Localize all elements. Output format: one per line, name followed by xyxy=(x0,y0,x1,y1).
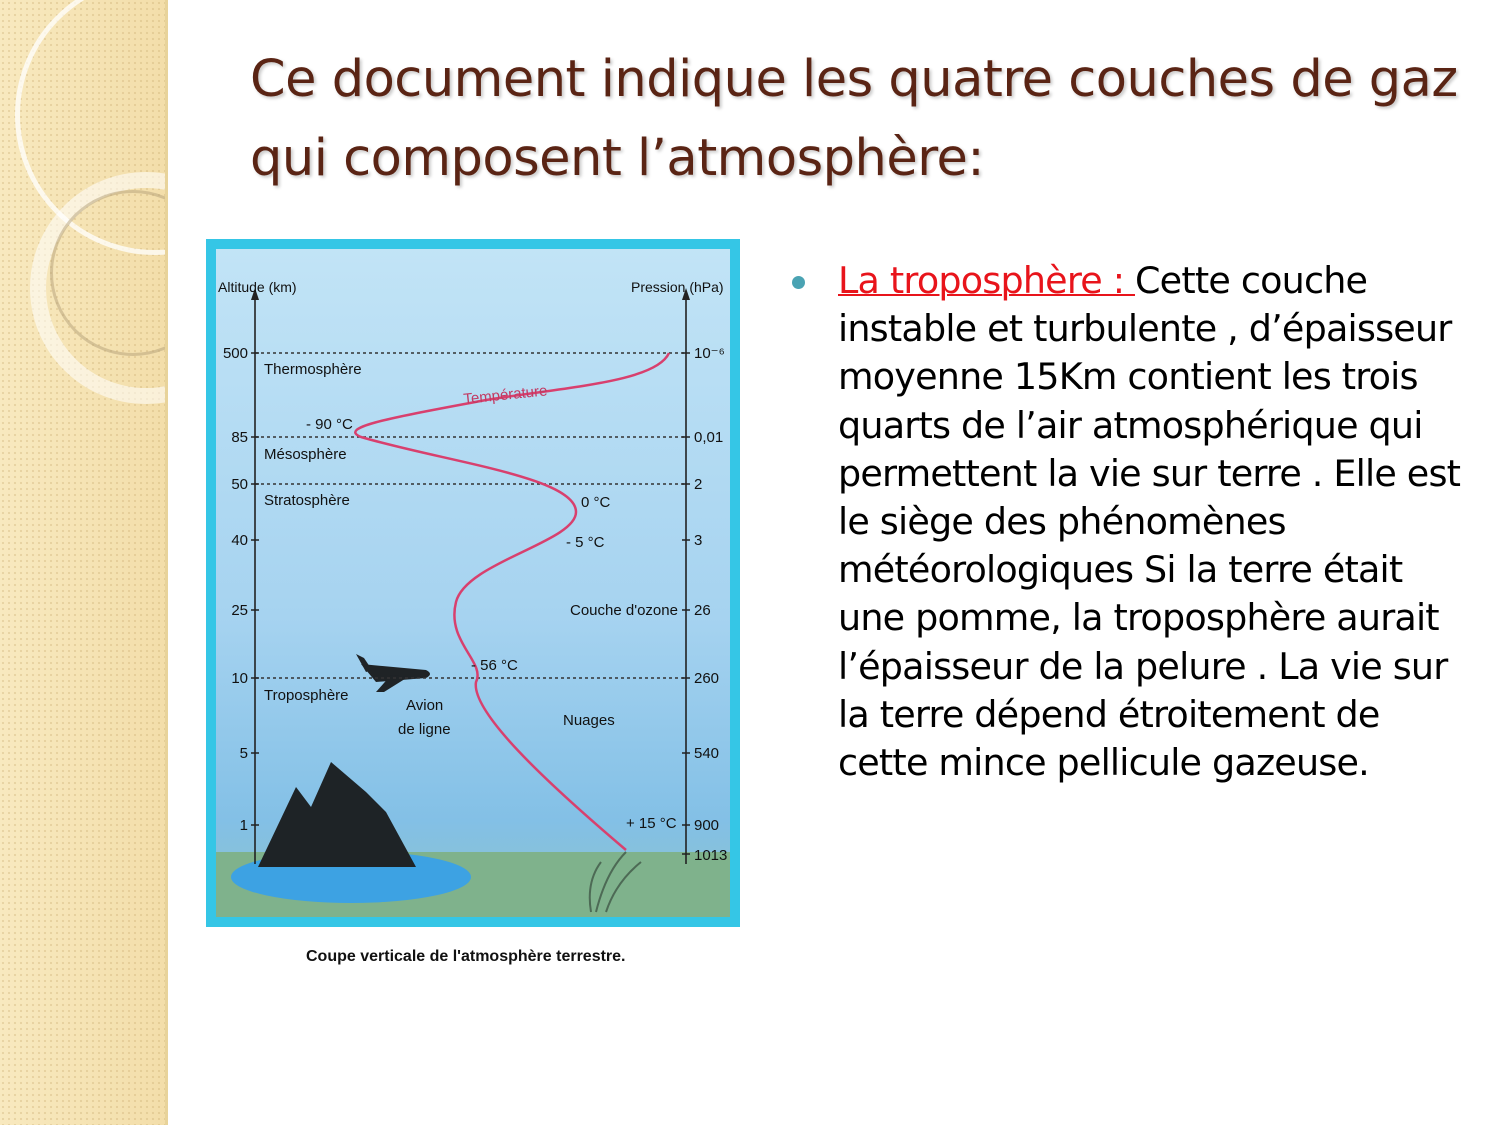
clouds-label: Nuages xyxy=(563,712,615,729)
layer-label-stratosphere: Stratosphère xyxy=(264,492,350,509)
layer-label-troposphere: Troposphère xyxy=(264,687,349,704)
layer-label-thermosphere: Thermosphère xyxy=(264,361,362,378)
layer-label-mesosphere: Mésosphère xyxy=(264,446,347,463)
temperature-label: - 56 °C xyxy=(471,657,518,674)
ozone-layer-label: Couche d'ozone xyxy=(570,602,678,619)
pressure-tick-label: 3 xyxy=(694,532,703,549)
altitude-tick-label: 500 xyxy=(222,345,248,362)
pressure-tick-label: 26 xyxy=(694,602,711,619)
altitude-tick-label: 1 xyxy=(239,817,248,834)
troposphere-description: Cette couche instable et turbulente , d’épaisseur moyenne 15Km contient les trois quarts de l’air atmosphérique qui permettent la vie sur terre . Elle est le siège des phénomènes météorologiques Si la terre était une pomme, la troposphère aurait l’épaisseur de la pelure . La vie sur la terre dépend étroitement de cette mince pellicule gazeuse. xyxy=(838,259,1461,785)
temperature-label: - 5 °C xyxy=(566,534,605,551)
pressure-tick-label: 1013 xyxy=(694,847,728,864)
diagram-caption: Coupe verticale de l'atmosphère terrestre. xyxy=(306,948,626,965)
plane-label-line1: Avion xyxy=(406,697,444,714)
decorative-side-band xyxy=(0,0,168,1125)
plane-label-line2: de ligne xyxy=(398,721,451,738)
pressure-tick-label: 540 xyxy=(694,745,720,762)
troposphere-heading: La troposphère : xyxy=(838,259,1135,302)
altitude-tick-label: 85 xyxy=(231,429,248,446)
atmosphere-diagram-svg xyxy=(186,222,766,980)
bullet-icon xyxy=(792,276,805,289)
troposphere-paragraph xyxy=(838,257,1470,787)
pressure-tick-label: 260 xyxy=(694,670,720,687)
pressure-tick-label: 0,01 xyxy=(694,429,724,446)
temperature-label: - 90 °C xyxy=(306,416,353,433)
temperature-label: 0 °C xyxy=(581,494,611,511)
pressure-tick-label: 900 xyxy=(694,817,720,834)
altitude-tick-label: 50 xyxy=(231,476,248,493)
altitude-tick-label: 5 xyxy=(239,745,248,762)
pressure-tick-label: 2 xyxy=(694,476,703,493)
pressure-axis-label: Pression (hPa) xyxy=(631,279,724,295)
altitude-axis-label: Altitude (km) xyxy=(218,279,297,295)
atmosphere-diagram xyxy=(186,222,766,980)
altitude-tick-label: 25 xyxy=(231,602,248,619)
temperature-curve-label: Température xyxy=(462,382,549,408)
temperature-label: + 15 °C xyxy=(626,815,677,832)
altitude-tick-label: 40 xyxy=(231,532,248,549)
slide-title: Ce document indique les quatre couches de gaz qui composent l’atmosphère: xyxy=(250,50,1458,188)
altitude-tick-label: 10 xyxy=(231,670,248,687)
bullet-list xyxy=(790,257,1470,787)
pressure-tick-label: 10⁻⁶ xyxy=(694,345,725,362)
